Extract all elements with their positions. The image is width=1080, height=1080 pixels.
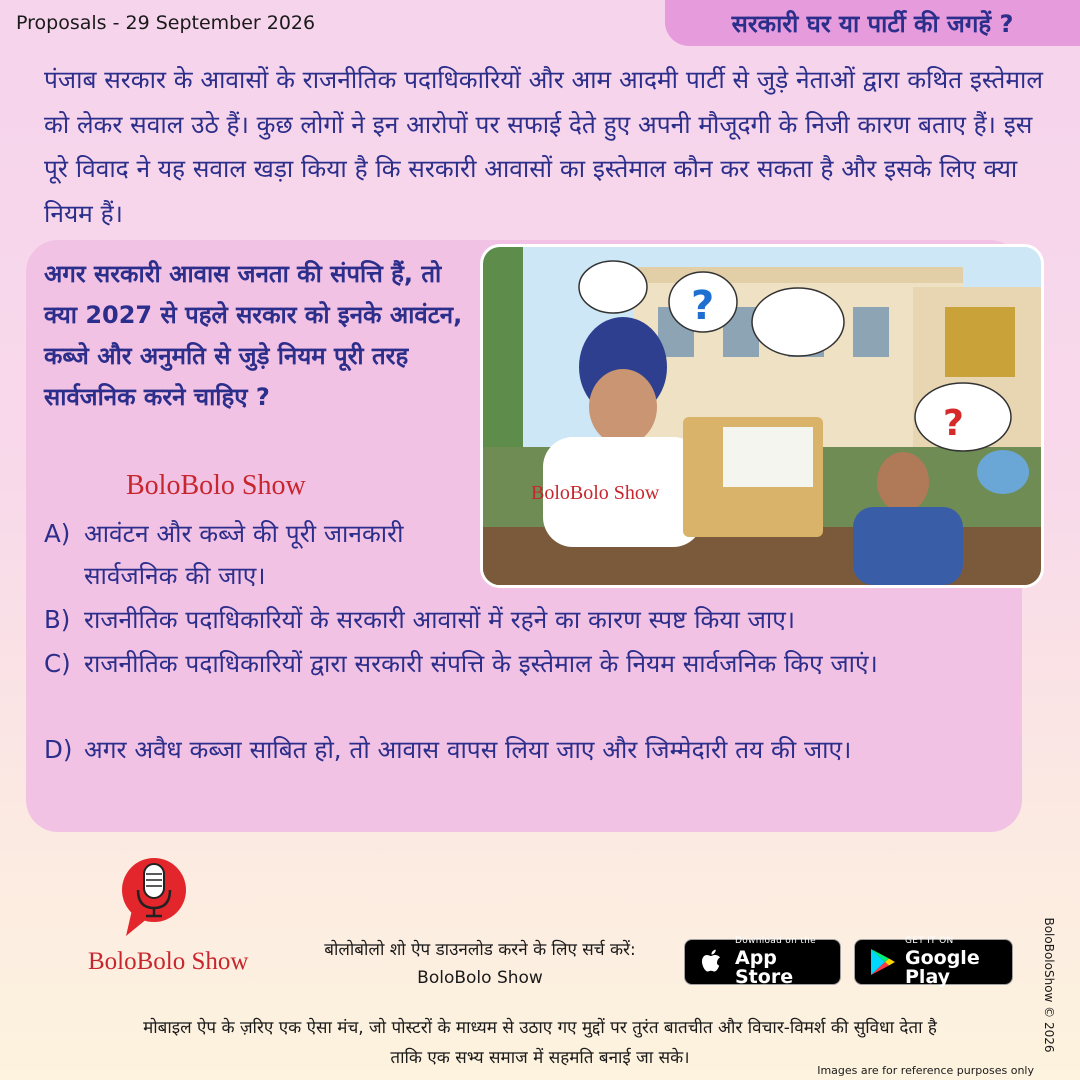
footer-brand-wordmark: BoloBolo Show bbox=[88, 948, 249, 975]
search-term: BoloBolo Show bbox=[417, 968, 543, 988]
mission-line-1: मोबाइल ऐप के ज़रिए एक ऐसा मंच, जो पोस्टरों के माध्यम से उठाए गए मुद्दों पर तुरंत बातचीत और विचार-विमर्श की सुविधा देता है bbox=[143, 1018, 937, 1038]
image-disclaimer: Images are for reference purposes only bbox=[817, 1064, 1034, 1077]
download-prompt bbox=[290, 936, 670, 992]
option-text: अगर अवैध कब्जा साबित हो, तो आवास वापस लिया जाए और जिम्मेदारी तय की जाए। bbox=[84, 735, 852, 764]
download-line: बोलोबोलो शो ऐप डाउनलोड करने के लिए सर्च करें: bbox=[324, 940, 636, 960]
microphone-logo-icon bbox=[120, 852, 188, 942]
date-label: Proposals - 29 September 2026 bbox=[16, 12, 316, 34]
playstore-big-label: Google Play bbox=[905, 947, 980, 988]
poll-option-c[interactable] bbox=[44, 643, 1004, 685]
app-store-button[interactable] bbox=[684, 936, 841, 988]
headline-text: सरकारी घर या पार्टी की जगहें ? bbox=[731, 9, 1014, 38]
copyright-notice bbox=[1038, 910, 1060, 1060]
image-watermark: BoloBolo Show bbox=[531, 482, 660, 504]
option-letter: B) bbox=[44, 605, 71, 634]
apple-icon bbox=[695, 945, 729, 979]
copyright-text: BoloBoloShow © 2026 bbox=[1042, 917, 1056, 1053]
brand-wordmark: BoloBolo Show bbox=[126, 470, 306, 501]
intro-paragraph: पंजाब सरकार के आवासों के राजनीतिक पदाधिकारियों और आम आदमी पार्टी से जुड़े नेताओं द्वारा कथित इस्तेमाल को लेकर सवाल उठे हैं। कुछ लोगों ने इन आरोपों पर सफाई देते हुए अपनी मौजूदगी के निजी कारण बताए हैं। इस पूरे विवाद ने यह सवाल खड़ा किया है कि सरकारी आवासों का इस्तेमाल कौन कर सकता है और इसके लिए क्या नियम हैं। bbox=[44, 65, 1044, 228]
option-text: राजनीतिक पदाधिकारियों द्वारा सरकारी संपत्ति के इस्तेमाल के नियम सार्वजनिक किए जाएं। bbox=[84, 649, 878, 678]
poll-option-d[interactable] bbox=[44, 729, 1004, 771]
poll-question: अगर सरकारी आवास जनता की संपत्ति हैं, तो क्या 2027 से पहले सरकार को इनके आवंटन, कब्जे और अनुमति से जुड़े नियम पूरी तरह सार्वजनिक करने चाहिए ? bbox=[44, 260, 463, 411]
option-text: राजनीतिक पदाधिकारियों के सरकारी आवासों में रहने का कारण स्पष्ट किया जाए। bbox=[84, 605, 796, 634]
poll-option-a[interactable] bbox=[44, 513, 464, 597]
playstore-small-label: GET IT ON bbox=[905, 936, 954, 946]
option-letter: C) bbox=[44, 649, 71, 678]
appstore-big-label: App Store bbox=[735, 947, 794, 988]
google-play-button[interactable] bbox=[854, 936, 1013, 988]
option-letter: A) bbox=[44, 519, 71, 548]
mission-line-2: ताकि एक सभ्य समाज में सहमति बनाई जा सके। bbox=[390, 1048, 690, 1068]
poll-option-b[interactable] bbox=[44, 599, 1044, 641]
illustration-image bbox=[480, 244, 1044, 588]
appstore-small-label: Download on the bbox=[735, 936, 816, 946]
svg-text:?: ? bbox=[943, 403, 964, 444]
option-letter: D) bbox=[44, 735, 73, 764]
headline-tag bbox=[665, 0, 1080, 46]
option-text: आवंटन और कब्जे की पूरी जानकारी सार्वजनिक की जाए। bbox=[84, 519, 404, 590]
svg-text:?: ? bbox=[691, 283, 715, 329]
google-play-icon bbox=[865, 945, 899, 979]
